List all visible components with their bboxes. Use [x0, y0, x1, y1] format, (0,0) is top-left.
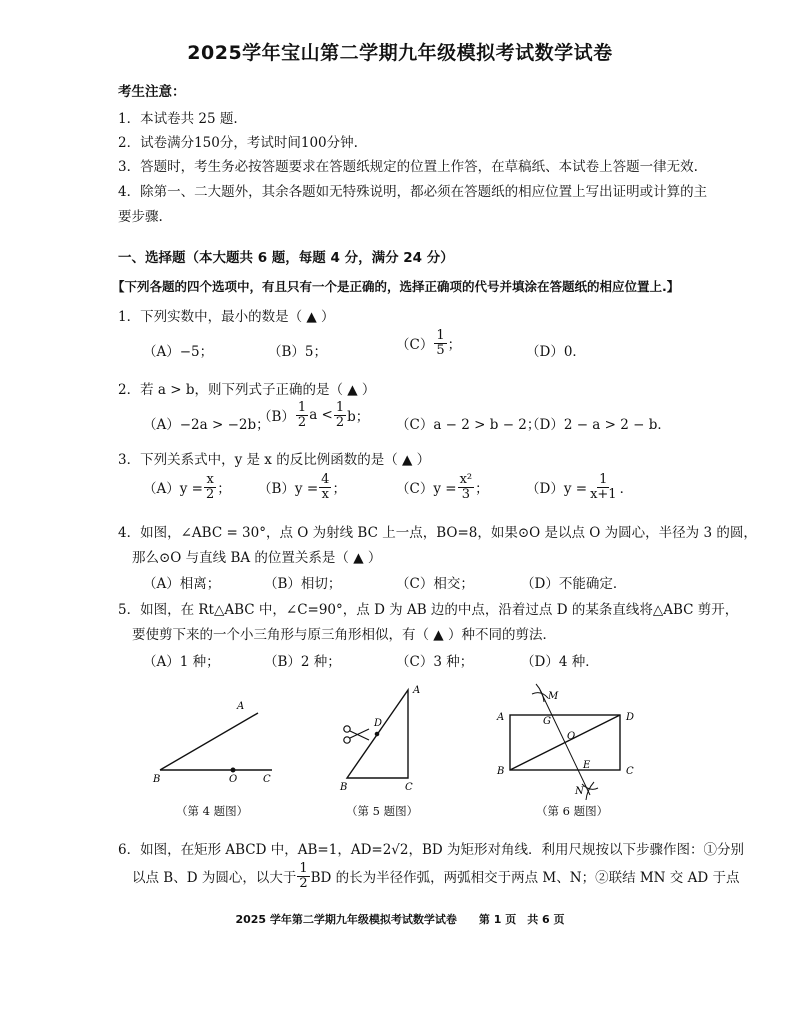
fig6-label-d: D [626, 712, 635, 723]
figure-4-caption: （第 4 题图） [176, 804, 249, 818]
arc-m-1 [532, 693, 548, 698]
fig5-label-a: A [413, 685, 421, 696]
fig6-label-e: E [583, 760, 591, 771]
q4-option-c: （C）相交； [396, 576, 474, 592]
notice-item: 2．试卷满分150分，考试时间100分钟. [118, 135, 358, 151]
section-heading: 一、选择题（本大题共 6 题，每题 4 分，满分 24 分） [118, 250, 454, 266]
fig4-label-c: C [263, 774, 271, 785]
question-3-stem: 3．下列关系式中，y 是 x 的反比例函数的是（ ▲ ） [118, 452, 431, 468]
q4-option-b: （B）相切； [264, 576, 342, 592]
q2-option-b: （B） $\frac{1}{2}$ a < $\frac{1}{2}$ b； [258, 400, 370, 430]
fig6-label-g: G [543, 716, 551, 727]
fig6-label-o: O [567, 731, 576, 742]
q5-option-d: （D）4 种． [521, 654, 599, 670]
notice-item: 3．答题时，考生务必按答题要求在答题纸规定的位置上作答，在草稿纸、本试卷上答题一律无效. [118, 159, 698, 175]
ray-ba [160, 713, 258, 770]
q4-option-a: （A）相离； [143, 576, 221, 592]
question-6-stem: 6．如图，在矩形 ABCD 中，AB=1，AD=2√2，BD 为矩形对角线．利用尺规按以下步骤作图：①分别 [118, 842, 745, 858]
q2-option-d: （D）2 − a > 2 − b． [526, 417, 671, 433]
page-footer: 2025 学年第二学期九年级模拟考试数学试卷 第 1 页 共 6 页 [235, 913, 565, 926]
question-4-stem: 4．如图，∠ABC = 30°，点 O 为射线 BC 上一点，BO=8，如果⊙O 是以点 O 为圆心，半径为 3 的圆， [118, 525, 757, 541]
fig6-label-a: A [497, 712, 505, 723]
fig4-label-a: A [237, 701, 245, 712]
figure-6-caption: （第 6 题图） [536, 804, 609, 818]
q1-option-d: （D）0． [526, 344, 586, 360]
q3-option-d: （D）y = $\frac{1}{x+1}$ ． [526, 472, 634, 502]
question-5-stem: 5．如图，在 Rt△ABC 中，∠C=90°，点 D 为 AB 边的中点，沿着过点 D 的某条直线将△ABC 剪开， [118, 602, 739, 618]
fig6-label-n: N [575, 786, 584, 797]
fig4-label-b: B [153, 774, 161, 785]
point-o [231, 768, 235, 772]
q3-option-c: （C）y = $\frac{\text{x²}}{3}$ ； [396, 472, 489, 502]
fig5-label-c: C [405, 782, 413, 793]
scissors-icon [344, 726, 369, 743]
notice-item: 4．除第一、二大题外，其余各题如无特殊说明，都必须在答题纸的相应位置上写出证明或计算的主 [118, 184, 708, 200]
q2-option-a: （A）−2a > −2b； [143, 417, 270, 433]
question-2-stem: 2．若 a > b，则下列式子正确的是（ ▲ ） [118, 382, 376, 398]
arc-n-2 [586, 782, 594, 800]
q2-option-c: （C）a − 2 > b − 2； [396, 417, 541, 433]
q5-option-c: （C）3 种； [396, 654, 474, 670]
question-6-stem-cont: 以点 B、D 为圆心，以大于 $\frac{1}{2}$ BD 的长为半径作弧，两弧相交于两点 M、N；②联结 MN 交 AD 于点 [132, 861, 740, 891]
fig6-label-c: C [626, 766, 634, 777]
q4-option-d: （D）不能确定． [521, 576, 627, 592]
figure-4-diagram [160, 713, 272, 772]
q5-option-a: （A）1 种； [143, 654, 220, 670]
question-4-stem-cont: 那么⊙O 与直线 BA 的位置关系是（ ▲ ） [132, 550, 382, 566]
fig6-label-m: M [548, 691, 559, 702]
fig6-label-b: B [497, 766, 505, 777]
figure-5-caption: （第 5 题图） [346, 804, 419, 818]
q5-option-b: （B）2 种； [264, 654, 341, 670]
q3-option-b: （B）y = $\frac{4}{x}$ ； [258, 472, 346, 502]
notice-heading: 考生注意： [118, 84, 186, 100]
section-instruction: 【下列各题的四个选项中，有且只有一个是正确的，选择正确项的代号并填涂在答题纸的相应位置上.】 [112, 279, 680, 294]
page-title: 2025学年宝山第二学期九年级模拟考试数学试卷 [187, 42, 613, 64]
fig5-label-b: B [340, 782, 348, 793]
notice-item: 1．本试卷共 25 题. [118, 111, 238, 127]
q1-option-a: （A）−5； [143, 344, 214, 360]
point-d [375, 732, 378, 735]
notice-item: 要步骤. [118, 209, 163, 225]
q3-option-a: （A）y = $\frac{x}{2}$ ； [143, 472, 231, 502]
figure-6-diagram [510, 684, 620, 800]
fig5-label-d: D [374, 718, 383, 729]
line-mn [540, 690, 590, 795]
question-5-stem-cont: 要使剪下来的一个小三角形与原三角形相似，有（ ▲ ）种不同的剪法． [132, 627, 556, 643]
q1-option-b: （B）5； [268, 344, 328, 360]
fig4-label-o: O [229, 774, 238, 785]
q1-option-c: （C） $\frac{1}{5}$ ； [396, 328, 462, 358]
question-1-stem: 1．下列实数中，最小的数是（ ▲ ） [118, 309, 335, 325]
